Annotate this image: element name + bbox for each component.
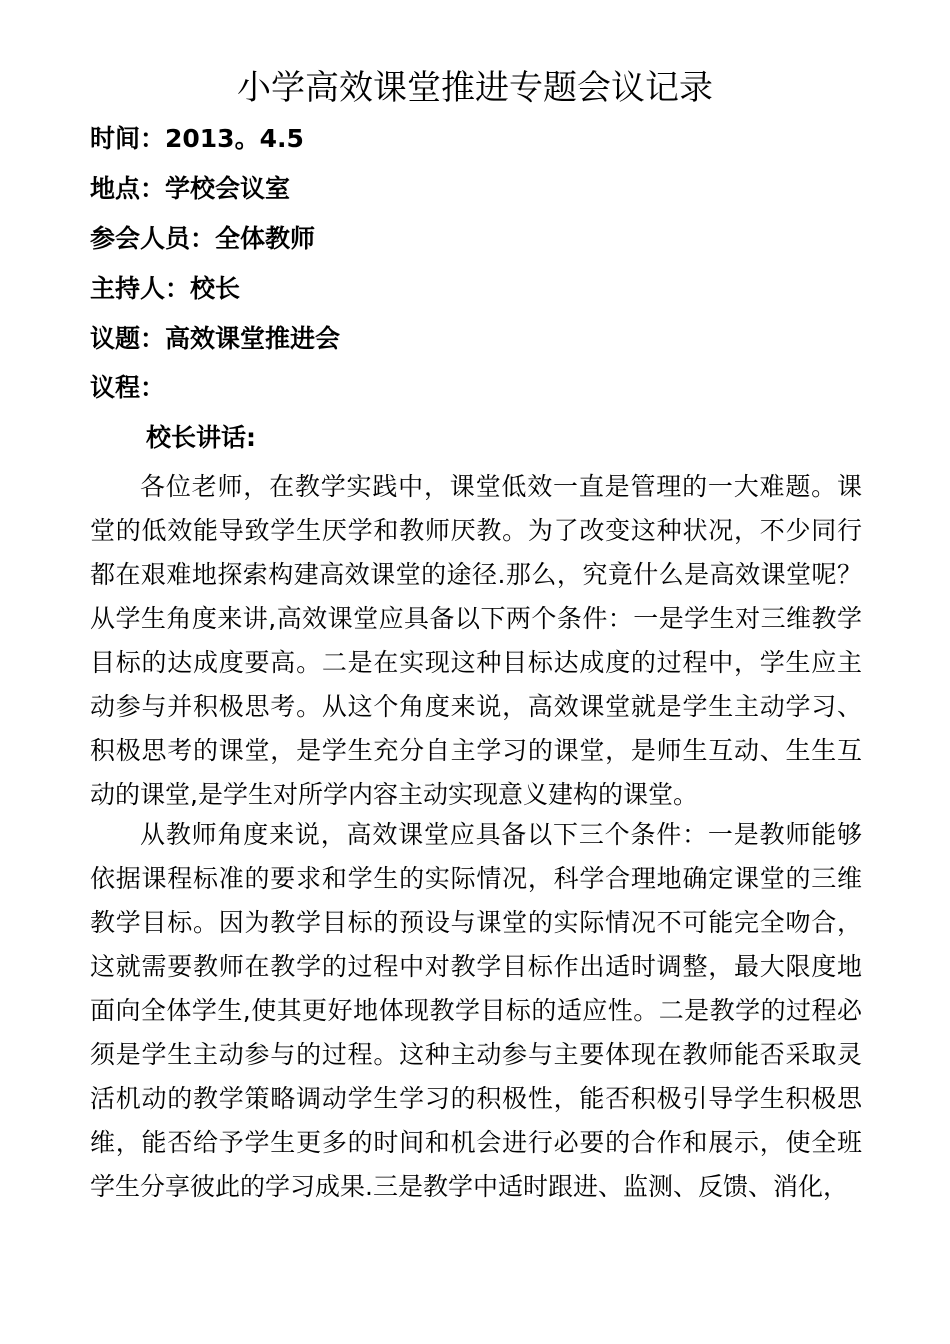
meeting-attendees: 参会人员：全体教师	[90, 224, 316, 253]
meeting-agenda-label: 议程：	[90, 373, 166, 402]
speaker-heading: 校长讲话:	[146, 423, 256, 452]
speech-paragraph-2: 从教师角度来说，高效课堂应具备以下三个条件：一是教师能够依据课程标准的要求和学生的实际情况，科学合理地确定课堂的三维教学目标。因为教学目标的预设与课堂的实际情况不可能完全吻合，这就需要教师在教学的过程中对教学目标作出适时调整，最大限度地面向全体学生,使其更好地体现教学目标的适应性。二是教学的过程必须是学生主动参与的过程。这种主动参与主要体现在教师能否采取灵活机动的教学策略调动学生学习的积极性，能否积极引导学生积极思维，能否给予学生更多的时间和机会进行必要的合作和展示，使全班学生分享彼此的学习成果.三是教学中适时跟进、监测、反馈、消化，	[90, 820, 862, 1201]
meeting-host: 主持人：校长	[90, 274, 241, 303]
meeting-place: 地点：学校会议室	[90, 174, 291, 203]
meeting-time: 时间：2013。4.5	[90, 124, 304, 153]
meeting-topic: 议题：高效课堂推进会	[90, 324, 341, 353]
speech-paragraph-1: 各位老师，在教学实践中，课堂低效一直是管理的一大难题。课堂的低效能导致学生厌学和教师厌教。为了改变这种状况，不少同行都在艰难地探索构建高效课堂的途径.那么，究竟什么是高效课堂呢？从学生角度来讲,高效课堂应具备以下两个条件：一是学生对三维教学目标的达成度要高。二是在实现这种目标达成度的过程中，学生应主动参与并积极思考。从这个角度来说，高效课堂就是学生主动学习、积极思考的课堂，是学生充分自主学习的课堂，是师生互动、生生互动的课堂,是学生对所学内容主动实现意义建构的课堂。	[90, 472, 862, 809]
document-title: 小学高效课堂推进专题会议记录	[237, 68, 713, 108]
